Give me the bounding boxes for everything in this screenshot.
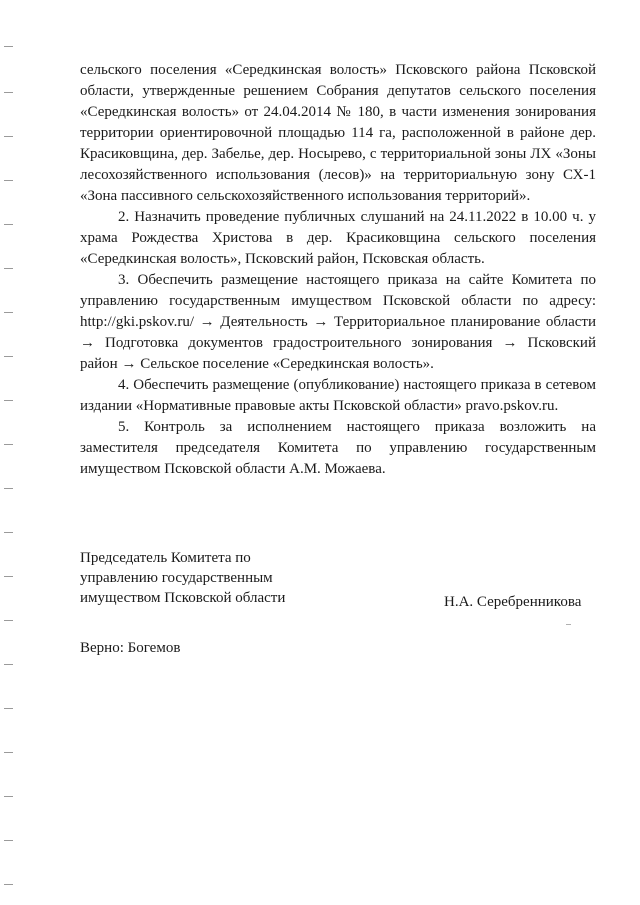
paragraph-1: сельского поселения «Середкинская волость» Псковского района Псковской области, утвержденные решением Собрания депутатов сельского поселения «Середкинская волость» от 24.04.2014 № 180, в части изменения зонирования территории ориентировочной площадью 114 га, расположенной в районе дер. Красиковщина, дер. Забелье, дер. Носырево, с территориальной зоны ЛХ «Зоны лесохозяйственного использования (лесов)» на территориальную зону СХ-1 «Зона пассивного сельскохозяйственного использования территорий». xyxy=(80,62,596,204)
order-body-text xyxy=(80,60,596,480)
signature-block xyxy=(80,548,596,608)
paragraph-2: 2. Назначить проведение публичных слушаний на 24.11.2022 в 10.00 ч. у храма Рождества Христова в дер. Красиковщина сельского поселения «Середкинская волость», Псковский район, Псковская область. xyxy=(80,209,596,267)
scan-speck xyxy=(566,624,571,625)
paragraph-5: 5. Контроль за исполнением настоящего приказа возложить на заместителя председателя Комитета по управлению государственным имуществом Псковской области А.М. Можаева. xyxy=(80,419,596,477)
verified-by: Верно: Богемов xyxy=(80,640,181,656)
scan-edge-marks xyxy=(0,0,20,905)
signatory-position-line: имуществом Псковской области xyxy=(80,590,286,606)
signatory-position-line: управлению государственным xyxy=(80,570,273,586)
paragraph-3: 3. Обеспечить размещение настоящего приказа на сайте Комитета по управлению государственным имуществом Псковской области по адресу: http://gki.pskov.ru/ → Деятельность → Территориальное планирование области → Подготовка документов градостроительного зонирования → Псковский район → Сельское поселение «Середкинская волость». xyxy=(80,272,596,372)
paragraph-4: 4. Обеспечить размещение (опубликование) настоящего приказа в сетевом издании «Нормативные правовые акты Псковской области» pravo.pskov.ru. xyxy=(80,377,596,414)
signatory-name: Н.А. Серебренникова xyxy=(444,594,582,610)
signatory-position-line: Председатель Комитета по xyxy=(80,550,251,566)
